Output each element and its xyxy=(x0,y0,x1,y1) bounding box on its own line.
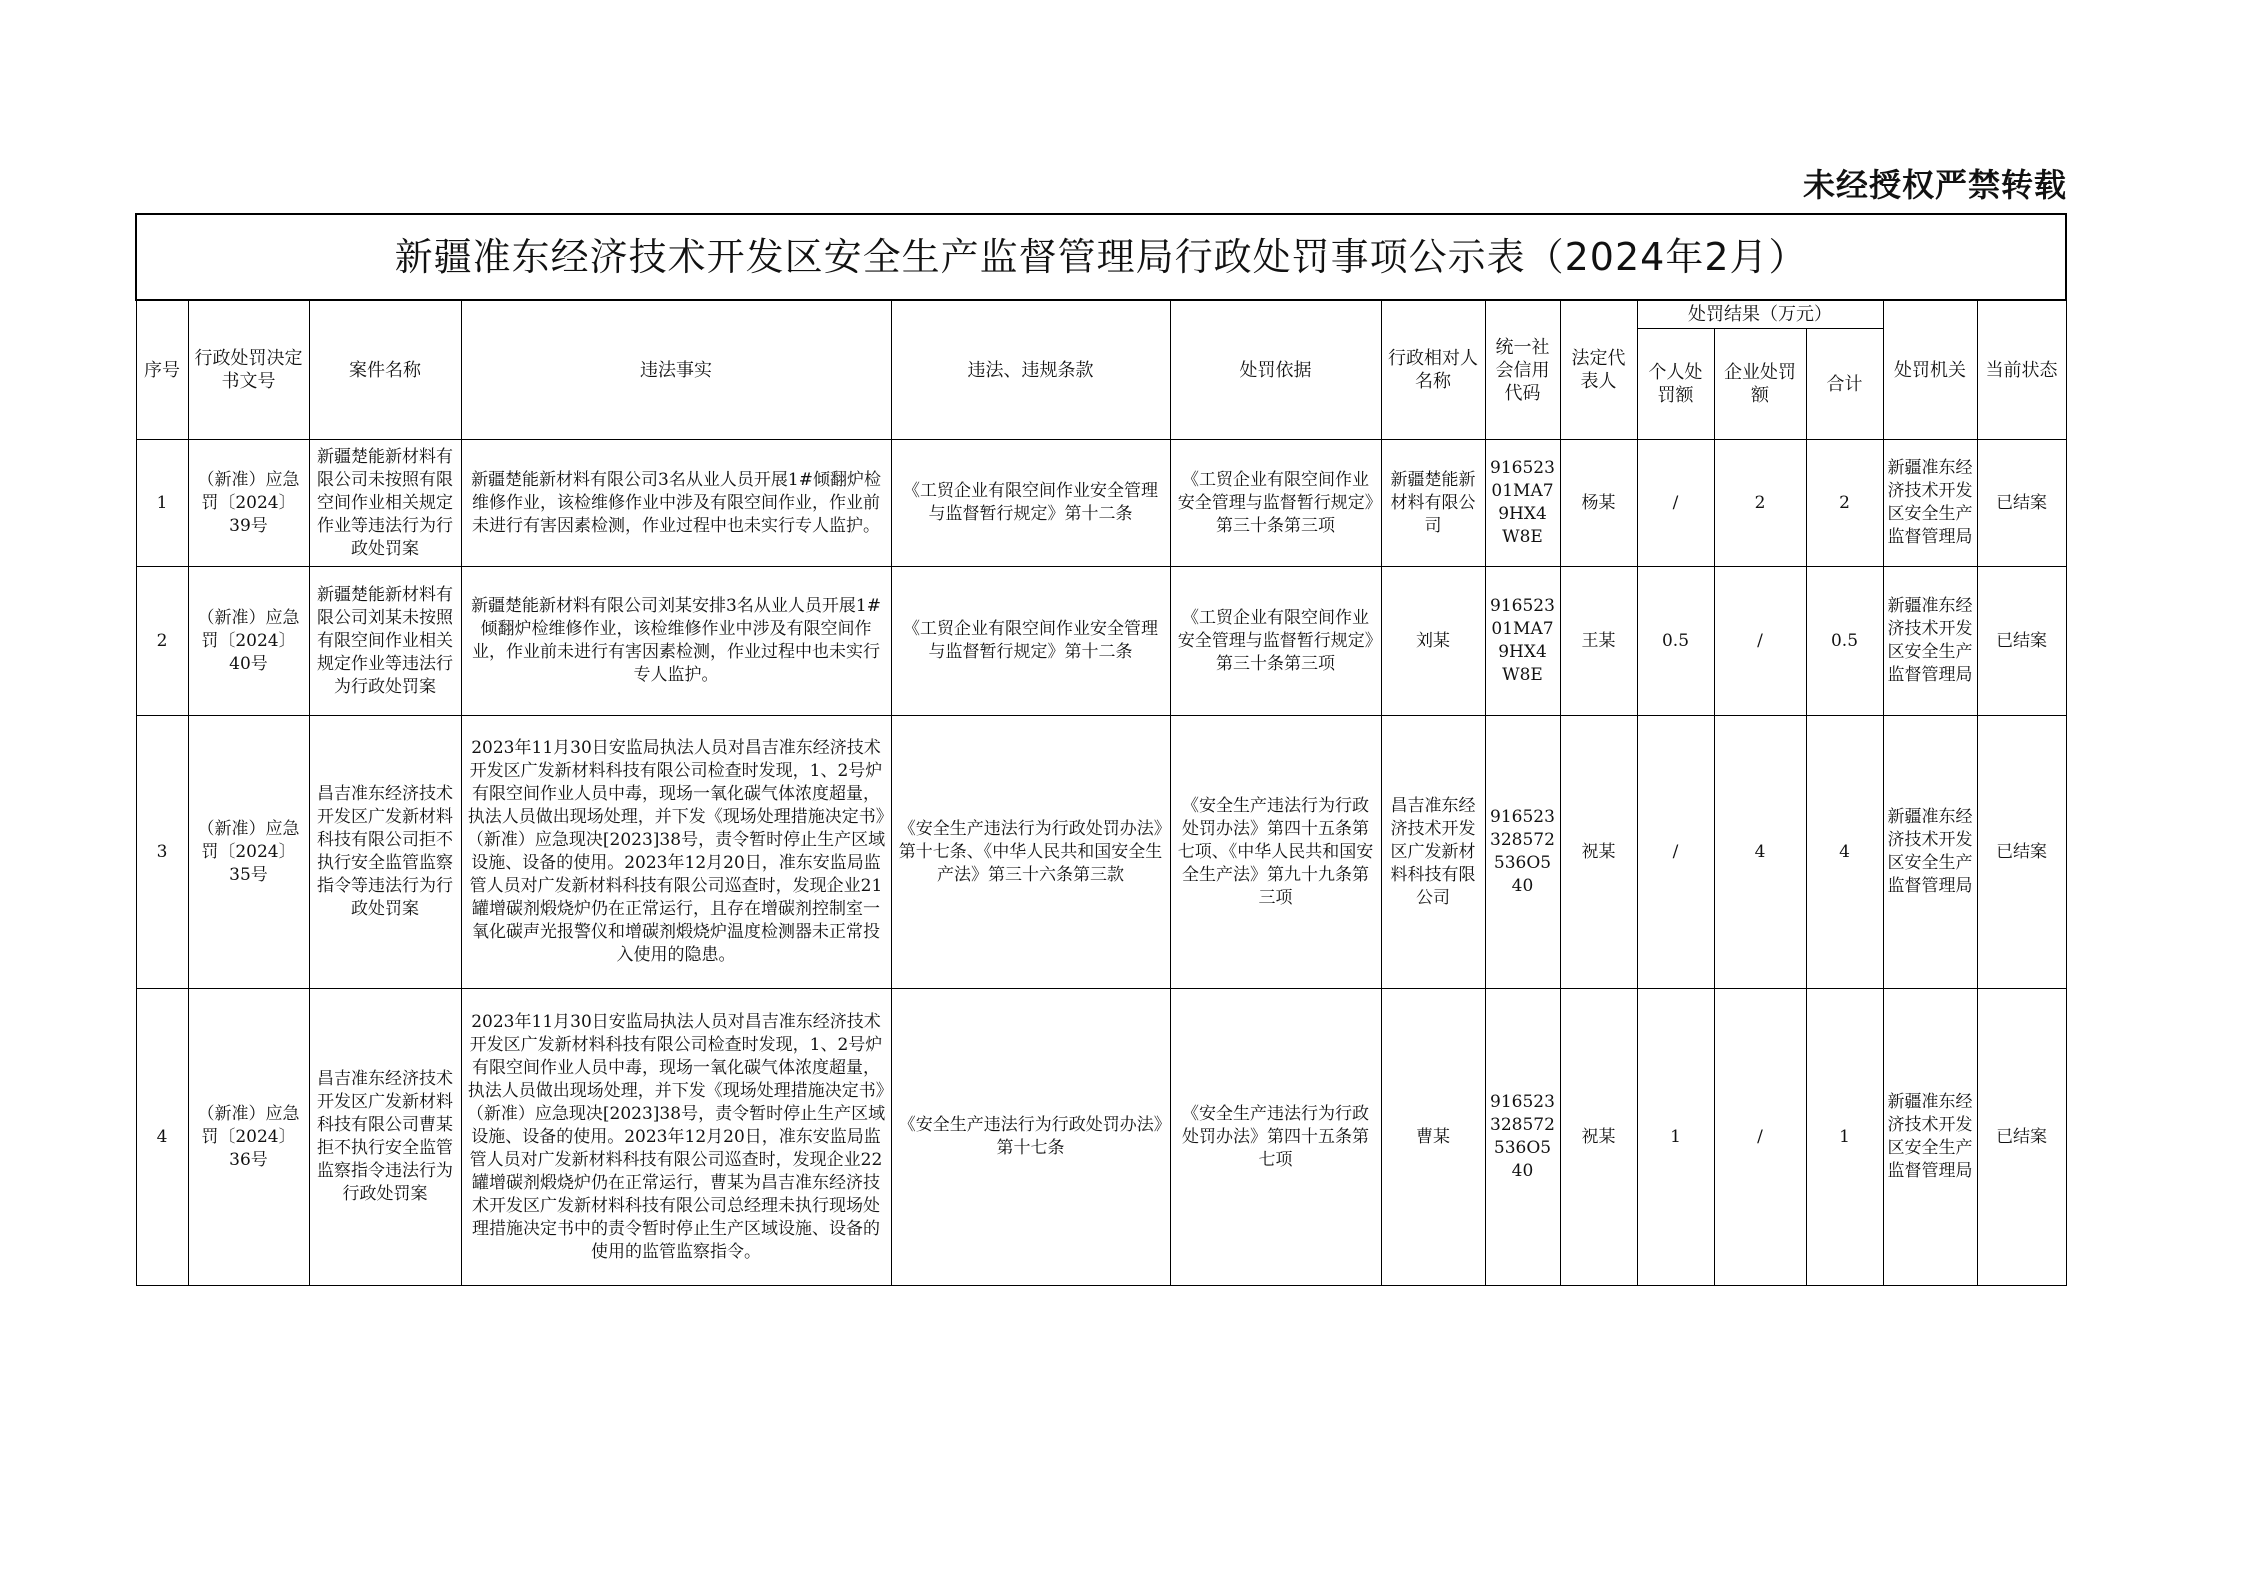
header-total: 合计 xyxy=(1806,329,1883,440)
cell-party: 曹某 xyxy=(1381,989,1485,1286)
cell-authority: 新疆准东经济技术开发区安全生产监督管理局 xyxy=(1883,440,1977,567)
cell-case-name: 昌吉准东经济技术开发区广发新材料科技有限公司曹某拒不执行安全监管监察指令违法行为行政处罚案 xyxy=(309,989,461,1286)
cell-credit-code: 916523328572536O540 xyxy=(1485,989,1560,1286)
cell-credit-code: 91652301MA79HX4W8E xyxy=(1485,567,1560,716)
header-no: 序号 xyxy=(136,300,188,440)
cell-doc-no: （新准）应急罚〔2024〕35号 xyxy=(188,716,309,989)
table-row xyxy=(136,440,2066,567)
cell-legal-rep: 杨某 xyxy=(1560,440,1637,567)
header-authority: 处罚机关 xyxy=(1883,300,1977,440)
cell-enterprise: 2 xyxy=(1714,440,1806,567)
cell-authority: 新疆准东经济技术开发区安全生产监督管理局 xyxy=(1883,567,1977,716)
cell-personal: / xyxy=(1637,716,1714,989)
cell-clauses: 《安全生产违法行为行政处罚办法》第十七条、《中华人民共和国安全生产法》第三十六条第三款 xyxy=(891,716,1170,989)
cell-case-name: 新疆楚能新材料有限公司未按照有限空间作业相关规定作业等违法行为行政处罚案 xyxy=(309,440,461,567)
cell-credit-code: 916523328572536O540 xyxy=(1485,716,1560,989)
cell-doc-no: （新准）应急罚〔2024〕39号 xyxy=(188,440,309,567)
cell-credit-code: 91652301MA79HX4W8E xyxy=(1485,440,1560,567)
cell-enterprise: / xyxy=(1714,989,1806,1286)
header-clauses: 违法、违规条款 xyxy=(891,300,1170,440)
cell-case-name: 新疆楚能新材料有限公司刘某未按照有限空间作业相关规定作业等违法行为行政处罚案 xyxy=(309,567,461,716)
cell-legal-rep: 王某 xyxy=(1560,567,1637,716)
header-enterprise: 企业处罚额 xyxy=(1714,329,1806,440)
header-facts: 违法事实 xyxy=(461,300,891,440)
cell-basis: 《安全生产违法行为行政处罚办法》第四十五条第七项 xyxy=(1170,989,1381,1286)
header-party: 行政相对人名称 xyxy=(1381,300,1485,440)
cell-personal: / xyxy=(1637,440,1714,567)
cell-total: 4 xyxy=(1806,716,1883,989)
cell-no: 3 xyxy=(136,716,188,989)
cell-no: 2 xyxy=(136,567,188,716)
cell-authority: 新疆准东经济技术开发区安全生产监督管理局 xyxy=(1883,989,1977,1286)
cell-clauses: 《安全生产违法行为行政处罚办法》第十七条 xyxy=(891,989,1170,1286)
cell-facts: 2023年11月30日安监局执法人员对昌吉准东经济技术开发区广发新材料科技有限公司检查时发现，1、2号炉有限空间作业人员中毒，现场一氧化碳气体浓度超量，执法人员做出现场处理，并下发《现场处理措施决定书》（新准）应急现决[2023]38号，责令暂时停止生产区域设施、设备的使用。2023年12月20日，准东安监局监管人员对广发新材料科技有限公司巡查时，发现企业22罐增碳剂煅烧炉仍在正常运行，曹某为昌吉准东经济技术开发区广发新材料科技有限公司总经理未执行现场处理措施决定书中的责令暂时停止生产区域设施、设备的使用的监管监察指令。 xyxy=(461,989,891,1286)
cell-party: 新疆楚能新材料有限公司 xyxy=(1381,440,1485,567)
cell-party: 昌吉准东经济技术开发区广发新材料科技有限公司 xyxy=(1381,716,1485,989)
cell-no: 1 xyxy=(136,440,188,567)
header-legal-rep: 法定代表人 xyxy=(1560,300,1637,440)
header-personal: 个人处罚额 xyxy=(1637,329,1714,440)
header-credit-code: 统一社会信用代码 xyxy=(1485,300,1560,440)
cell-status: 已结案 xyxy=(1977,567,2066,716)
header-basis: 处罚依据 xyxy=(1170,300,1381,440)
cell-facts: 新疆楚能新材料有限公司刘某安排3名从业人员开展1#倾翻炉检维修作业，该检维修作业中涉及有限空间作业，作业前未进行有害因素检测，作业过程中也未实行专人监护。 xyxy=(461,567,891,716)
cell-status: 已结案 xyxy=(1977,440,2066,567)
table-row xyxy=(136,567,2066,716)
cell-total: 1 xyxy=(1806,989,1883,1286)
cell-no: 4 xyxy=(136,989,188,1286)
cell-facts: 新疆楚能新材料有限公司3名从业人员开展1#倾翻炉检维修作业，该检维修作业中涉及有限空间作业，作业前未进行有害因素检测，作业过程中也未实行专人监护。 xyxy=(461,440,891,567)
table-row xyxy=(136,716,2066,989)
header-case-name: 案件名称 xyxy=(309,300,461,440)
cell-status: 已结案 xyxy=(1977,716,2066,989)
header-status: 当前状态 xyxy=(1977,300,2066,440)
header-doc-no: 行政处罚决定书文号 xyxy=(188,300,309,440)
cell-legal-rep: 祝某 xyxy=(1560,716,1637,989)
cell-clauses: 《工贸企业有限空间作业安全管理与监督暂行规定》第十二条 xyxy=(891,567,1170,716)
cell-doc-no: （新准）应急罚〔2024〕40号 xyxy=(188,567,309,716)
cell-total: 0.5 xyxy=(1806,567,1883,716)
cell-legal-rep: 祝某 xyxy=(1560,989,1637,1286)
cell-status: 已结案 xyxy=(1977,989,2066,1286)
cell-facts: 2023年11月30日安监局执法人员对昌吉准东经济技术开发区广发新材料科技有限公司检查时发现，1、2号炉有限空间作业人员中毒，现场一氧化碳气体浓度超量，执法人员做出现场处理，并下发《现场处理措施决定书》（新准）应急现决[2023]38号，责令暂时停止生产区域设施、设备的使用。2023年12月20日，准东安监局监管人员对广发新材料科技有限公司巡查时，发现企业21罐增碳剂煅烧炉仍在正常运行，且存在增碳剂控制室一氧化碳声光报警仪和增碳剂煅烧炉温度检测器未正常投入使用的隐患。 xyxy=(461,716,891,989)
cell-case-name: 昌吉准东经济技术开发区广发新材料科技有限公司拒不执行安全监管监察指令等违法行为行政处罚案 xyxy=(309,716,461,989)
cell-authority: 新疆准东经济技术开发区安全生产监督管理局 xyxy=(1883,716,1977,989)
cell-basis: 《工贸企业有限空间作业安全管理与监督暂行规定》第三十条第三项 xyxy=(1170,440,1381,567)
cell-total: 2 xyxy=(1806,440,1883,567)
watermark-text: 未经授权严禁转载 xyxy=(1802,166,2067,204)
cell-enterprise: 4 xyxy=(1714,716,1806,989)
cell-personal: 1 xyxy=(1637,989,1714,1286)
cell-clauses: 《工贸企业有限空间作业安全管理与监督暂行规定》第十二条 xyxy=(891,440,1170,567)
cell-doc-no: （新准）应急罚〔2024〕36号 xyxy=(188,989,309,1286)
header-result-group: 处罚结果（万元） xyxy=(1637,300,1883,329)
penalty-table xyxy=(135,213,2067,1286)
table-row xyxy=(136,989,2066,1286)
table-title: 新疆准东经济技术开发区安全生产监督管理局行政处罚事项公示表（2024年2月） xyxy=(136,214,2066,300)
cell-basis: 《安全生产违法行为行政处罚办法》第四十五条第七项、《中华人民共和国安全生产法》第九十九条第三项 xyxy=(1170,716,1381,989)
cell-personal: 0.5 xyxy=(1637,567,1714,716)
cell-party: 刘某 xyxy=(1381,567,1485,716)
cell-enterprise: / xyxy=(1714,567,1806,716)
cell-basis: 《工贸企业有限空间作业安全管理与监督暂行规定》第三十条第三项 xyxy=(1170,567,1381,716)
